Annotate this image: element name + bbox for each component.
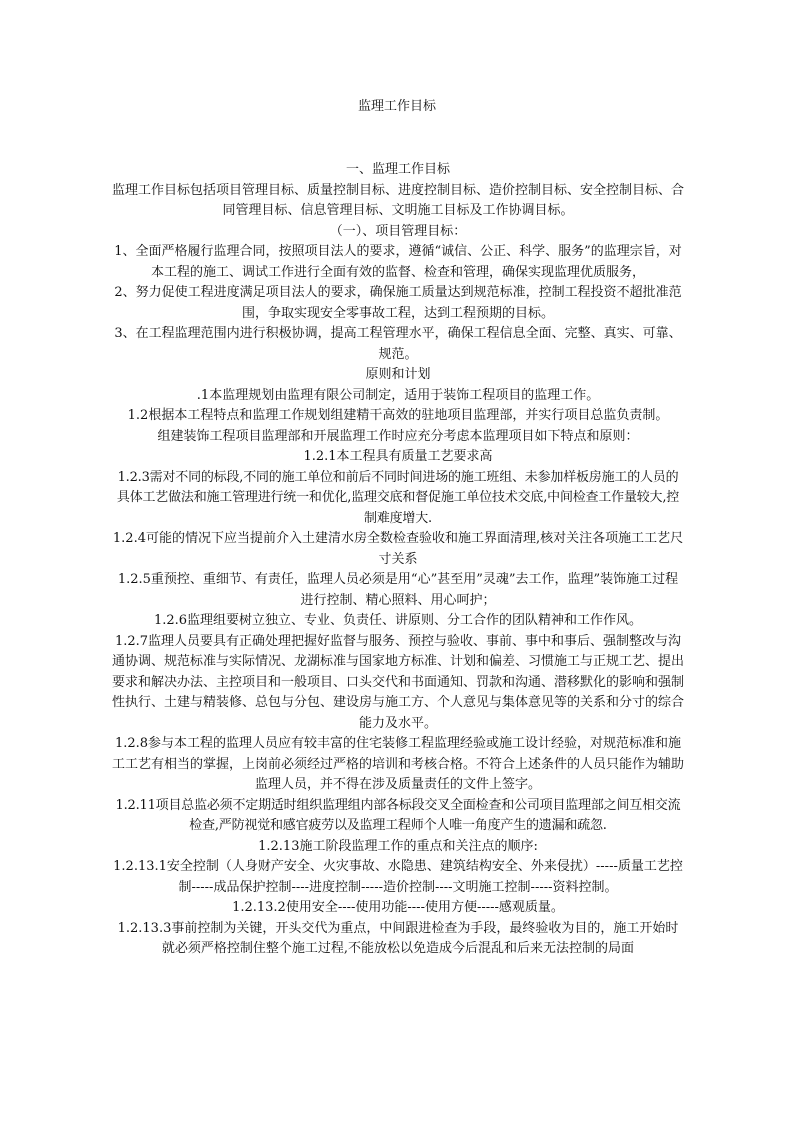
paragraph-1-2-6: 1.2.6监理组要树立独立、专业、负责任、讲原则、分工合作的团队精神和工作作风。: [153, 613, 643, 628]
paragraph-1-2-11: 1.2.11项目总监必须不定期适时组织监理组内部各标段交叉全面检查和公司项目监理部之间互相交流检查,严防视觉和感官疲劳以及监理工程师个人唯一角度产生的遗漏和疏忽.: [115, 797, 681, 833]
subsection-heading-project-management: （一）、项目管理目标：: [329, 223, 467, 239]
paragraph-1-2: 1.2根据本工程特点和监理工作规划组建精干高效的驻地项目监理部，并实行项目总监负责制。: [127, 408, 669, 423]
paragraph-item-1: 1、全面严格履行监理合同，按照项目法人的要求，遵循“诚信、公正、科学、服务”的监理宗旨，对本工程的施工、调试工作进行全面有效的监督、检查和管理，确保实现监理优质服务，: [114, 244, 682, 280]
paragraph-1-2-13-1: 1.2.13.1安全控制（人身财产安全、火灾事故、水隐患、建筑结构安全、外来侵扰）-----质量工艺控制-----成品保护控制----进度控制-----造价控制----文明施工控制-----资料控制。: [113, 859, 683, 895]
paragraph-1-2-1: 1.2.1本工程具有质量工艺要求高: [303, 449, 493, 464]
paragraph-1-2-13-2: 1.2.13.2使用安全----使用功能----使用方便-----感观质量。: [232, 900, 564, 915]
paragraph-1-2-13: 1.2.13施工阶段监理工作的重点和关注点的顺序:: [258, 838, 538, 854]
paragraph-1-2-5: 1.2.5重预控、重细节、有责任，监理人员必须是用“心”甚至用”灵魂”去工作，监理”装饰施工过程进行控制、精心照料、用心呵护；: [117, 572, 679, 608]
paragraph-1-2-13-3: 1.2.13.3事前控制为关键，开头交代为重点，中间跟进检查为手段，最终验收为目的，施工开始时就必须严格控制住整个施工过程,不能放松以免造成今后混乱和后来无法控制的局面: [117, 920, 679, 956]
paragraph-1-2-3: 1.2.3需对不同的标段,不同的施工单位和前后不同时间进场的施工班组、未参加样板房施工的人员的具体工艺做法和施工管理进行统一和优化,监理交底和督促施工单位技术交底,中间检查工作量较大,控制难度增大.: [116, 469, 680, 526]
paragraph-1-2-8: 1.2.8参与本工程的监理人员应有较丰富的住宅装修工程监理经验或施工设计经验，对规范标准和施工工艺有相当的掌握，上岗前必须经过严格的培训和考核合格。不符合上述条件的人员只能作为辅助监理人员，并不得在涉及质量责任的文件上签字。: [112, 736, 685, 792]
section-heading-supervision-goals: 一、监理工作目标: [345, 162, 450, 177]
paragraph-1-2-4: 1.2.4可能的情况下应当提前介入土建清水房全数检查验收和施工界面清理,核对关注各项施工工艺尺寸关系: [112, 531, 684, 567]
document-title: 监理工作目标: [357, 99, 436, 114]
paragraph-1-1: .1本监理规划由监理有限公司制定，适用于装饰工程项目的监理工作。: [196, 387, 600, 403]
document-body: [112, 160, 684, 960]
section-heading-principles: 原则和计划: [365, 367, 431, 382]
paragraph-principles-intro: 组建装饰工程项目监理部和开展监理工作时应充分考虑本监理项目如下特点和原则：: [157, 428, 639, 444]
paragraph-item-3: 3、在工程监理范围内进行积极协调，提高工程管理水平，确保工程信息全面、完整、真实、可靠、规范。: [114, 326, 682, 362]
paragraph-item-2: 2、努力促使工程进度满足项目法人的要求，确保施工质量达到规范标准，控制工程投资不超批准范围，争取实现安全零事故工程，达到工程预期的目标。: [114, 285, 682, 321]
paragraph-goals-overview: 监理工作目标包括项目管理目标、质量控制目标、进度控制目标、造价控制目标、安全控制目标、合同管理目标、信息管理目标、文明施工目标及工作协调目标。: [112, 182, 685, 218]
paragraph-1-2-7: 1.2.7监理人员要具有正确处理把握好监督与服务、预控与验收、事前、事中和事后、强制整改与沟通协调、规范标准与实际情况、龙湖标准与国家地方标准、计划和偏差、习惯施工与正规工艺、提出要求和解决办法、主控项目和一般项目、口头交代和书面通知、罚款和沟通、潜移默化的影响和强制性执行、土建与精装修、总包与分包、建设房与施工方、个人意见与集体意见等的关系和分寸的综合能力及水平。: [112, 633, 685, 731]
